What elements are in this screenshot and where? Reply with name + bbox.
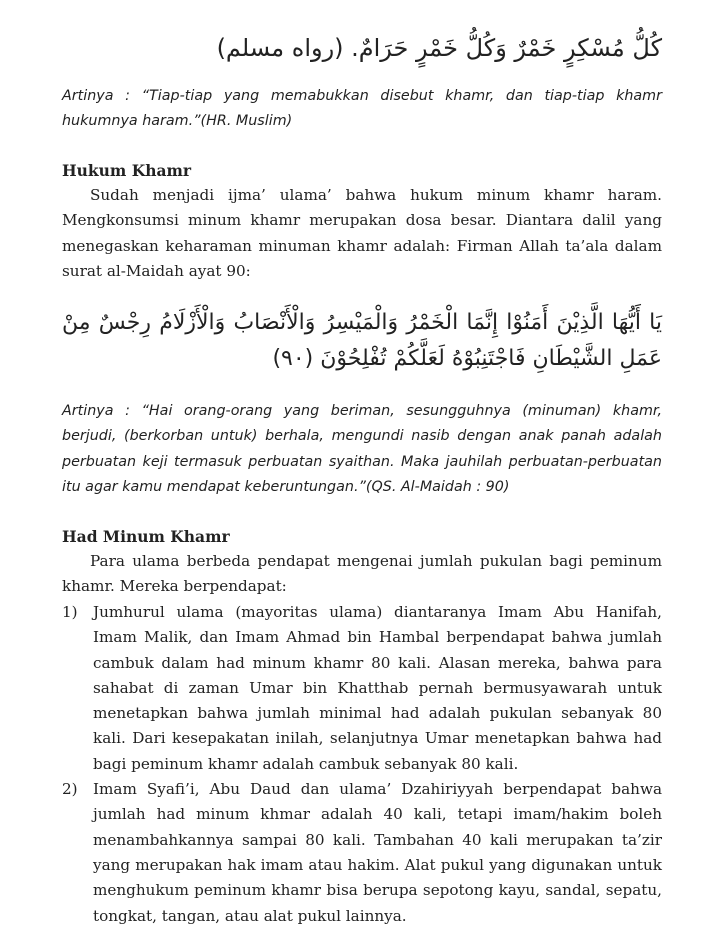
had-minum-paragraph: Para ulama berbeda pendapat mengenai jumlah pukulan bagi peminum khamr. Mereka berpendapat: bbox=[62, 552, 662, 596]
list-number: 2) bbox=[62, 780, 78, 799]
section-heading-had-minum-khamr: Had Minum Khamr bbox=[62, 527, 230, 546]
verse-translation: Artinya : “Hai orang-orang yang beriman, sesungguhnya (minuman) khamr, berjudi, (berkorban untuk) berhala, mengundi nasib dengan anak panah adalah perbuatan keji termasuk perbuatan syaithan. Maka jauhilah perbuatan-perbuatan itu agar kamu mendapat keberuntungan.”(QS. Al-Maidah : 90) bbox=[62, 403, 662, 495]
list-text: Imam Syafi’i, Abu Daud dan ulama’ Dzahiriyyah berpendapat bahwa jumlah had minum khmar adalah 40 kali, tetapi imam/hakim boleh menambahkannya sampai 80 kali. Tambahan 40 kali merupakan ta’zir yang merupakan hak imam atau hakim. Alat pukul yang digunakan untuk menghukum peminum khamr bisa berupa sepotong kayu, sandal, sepatu, tongkat, tangan, atau alat pukul lainnya. bbox=[93, 780, 662, 925]
list-text: Jumhurul ulama (mayoritas ulama) diantaranya Imam Abu Hanifah, Imam Malik, dan Imam Ahmad bin Hambal berpendapat bahwa jumlah cambuk dalam had minum khamr 80 kali. Alasan mereka, bahwa para sahabat di zaman Umar bin Khatthab pernah bermusyawarah untuk menetapkan bahwa jumlah minimal had adalah pukulan sebanyak 80 kali. Dari kesepakatan inilah, selanjutnya Umar menetapkan bahwa had bagi peminum khamr adalah cambuk sebanyak 80 kali. bbox=[93, 603, 662, 773]
section-heading-hukum-khamr: Hukum Khamr bbox=[62, 161, 192, 180]
list-item bbox=[62, 600, 662, 777]
opinions-list bbox=[62, 600, 662, 929]
hukum-khamr-paragraph: Sudah menjadi ijma’ ulama’ bahwa hukum minum khamr haram. Mengkonsumsi minum khamr merupakan dosa besar. Diantara dalil yang menegaskan keharaman minuman khamr adalah: Firman Allah ta’ala dalam surat al-Maidah ayat 90: bbox=[62, 186, 662, 280]
hadith-arabic: كُلُّ مُسْكِرٍ خَمْرٌ وَكُلُّ خَمْرٍ حَرَامٌ. (رواه مسلم) bbox=[216, 34, 662, 62]
list-item bbox=[62, 777, 662, 929]
list-number: 1) bbox=[62, 603, 78, 621]
hadith-translation: Artinya : “Tiap-tiap yang memabukkan disebut khamr, dan tiap-tiap khamr hukumnya haram.”(HR. Muslim) bbox=[62, 88, 662, 130]
verse-arabic: يَا أَيُّهَا الَّذِيْنَ أَمَنُوْا إِنَّمَا الْخَمْرُ وَالْمَيْسِرُ وَالْأَنْصَابُ وَالْأَزْلَامُ رِجْسٌ مِنْ عَمَلِ الشَّيْطَانِ فَاجْتَنِبُوْهُ لَعَلَّكُمْ تُفْلِحُوْنَ (٩٠) bbox=[62, 310, 662, 371]
